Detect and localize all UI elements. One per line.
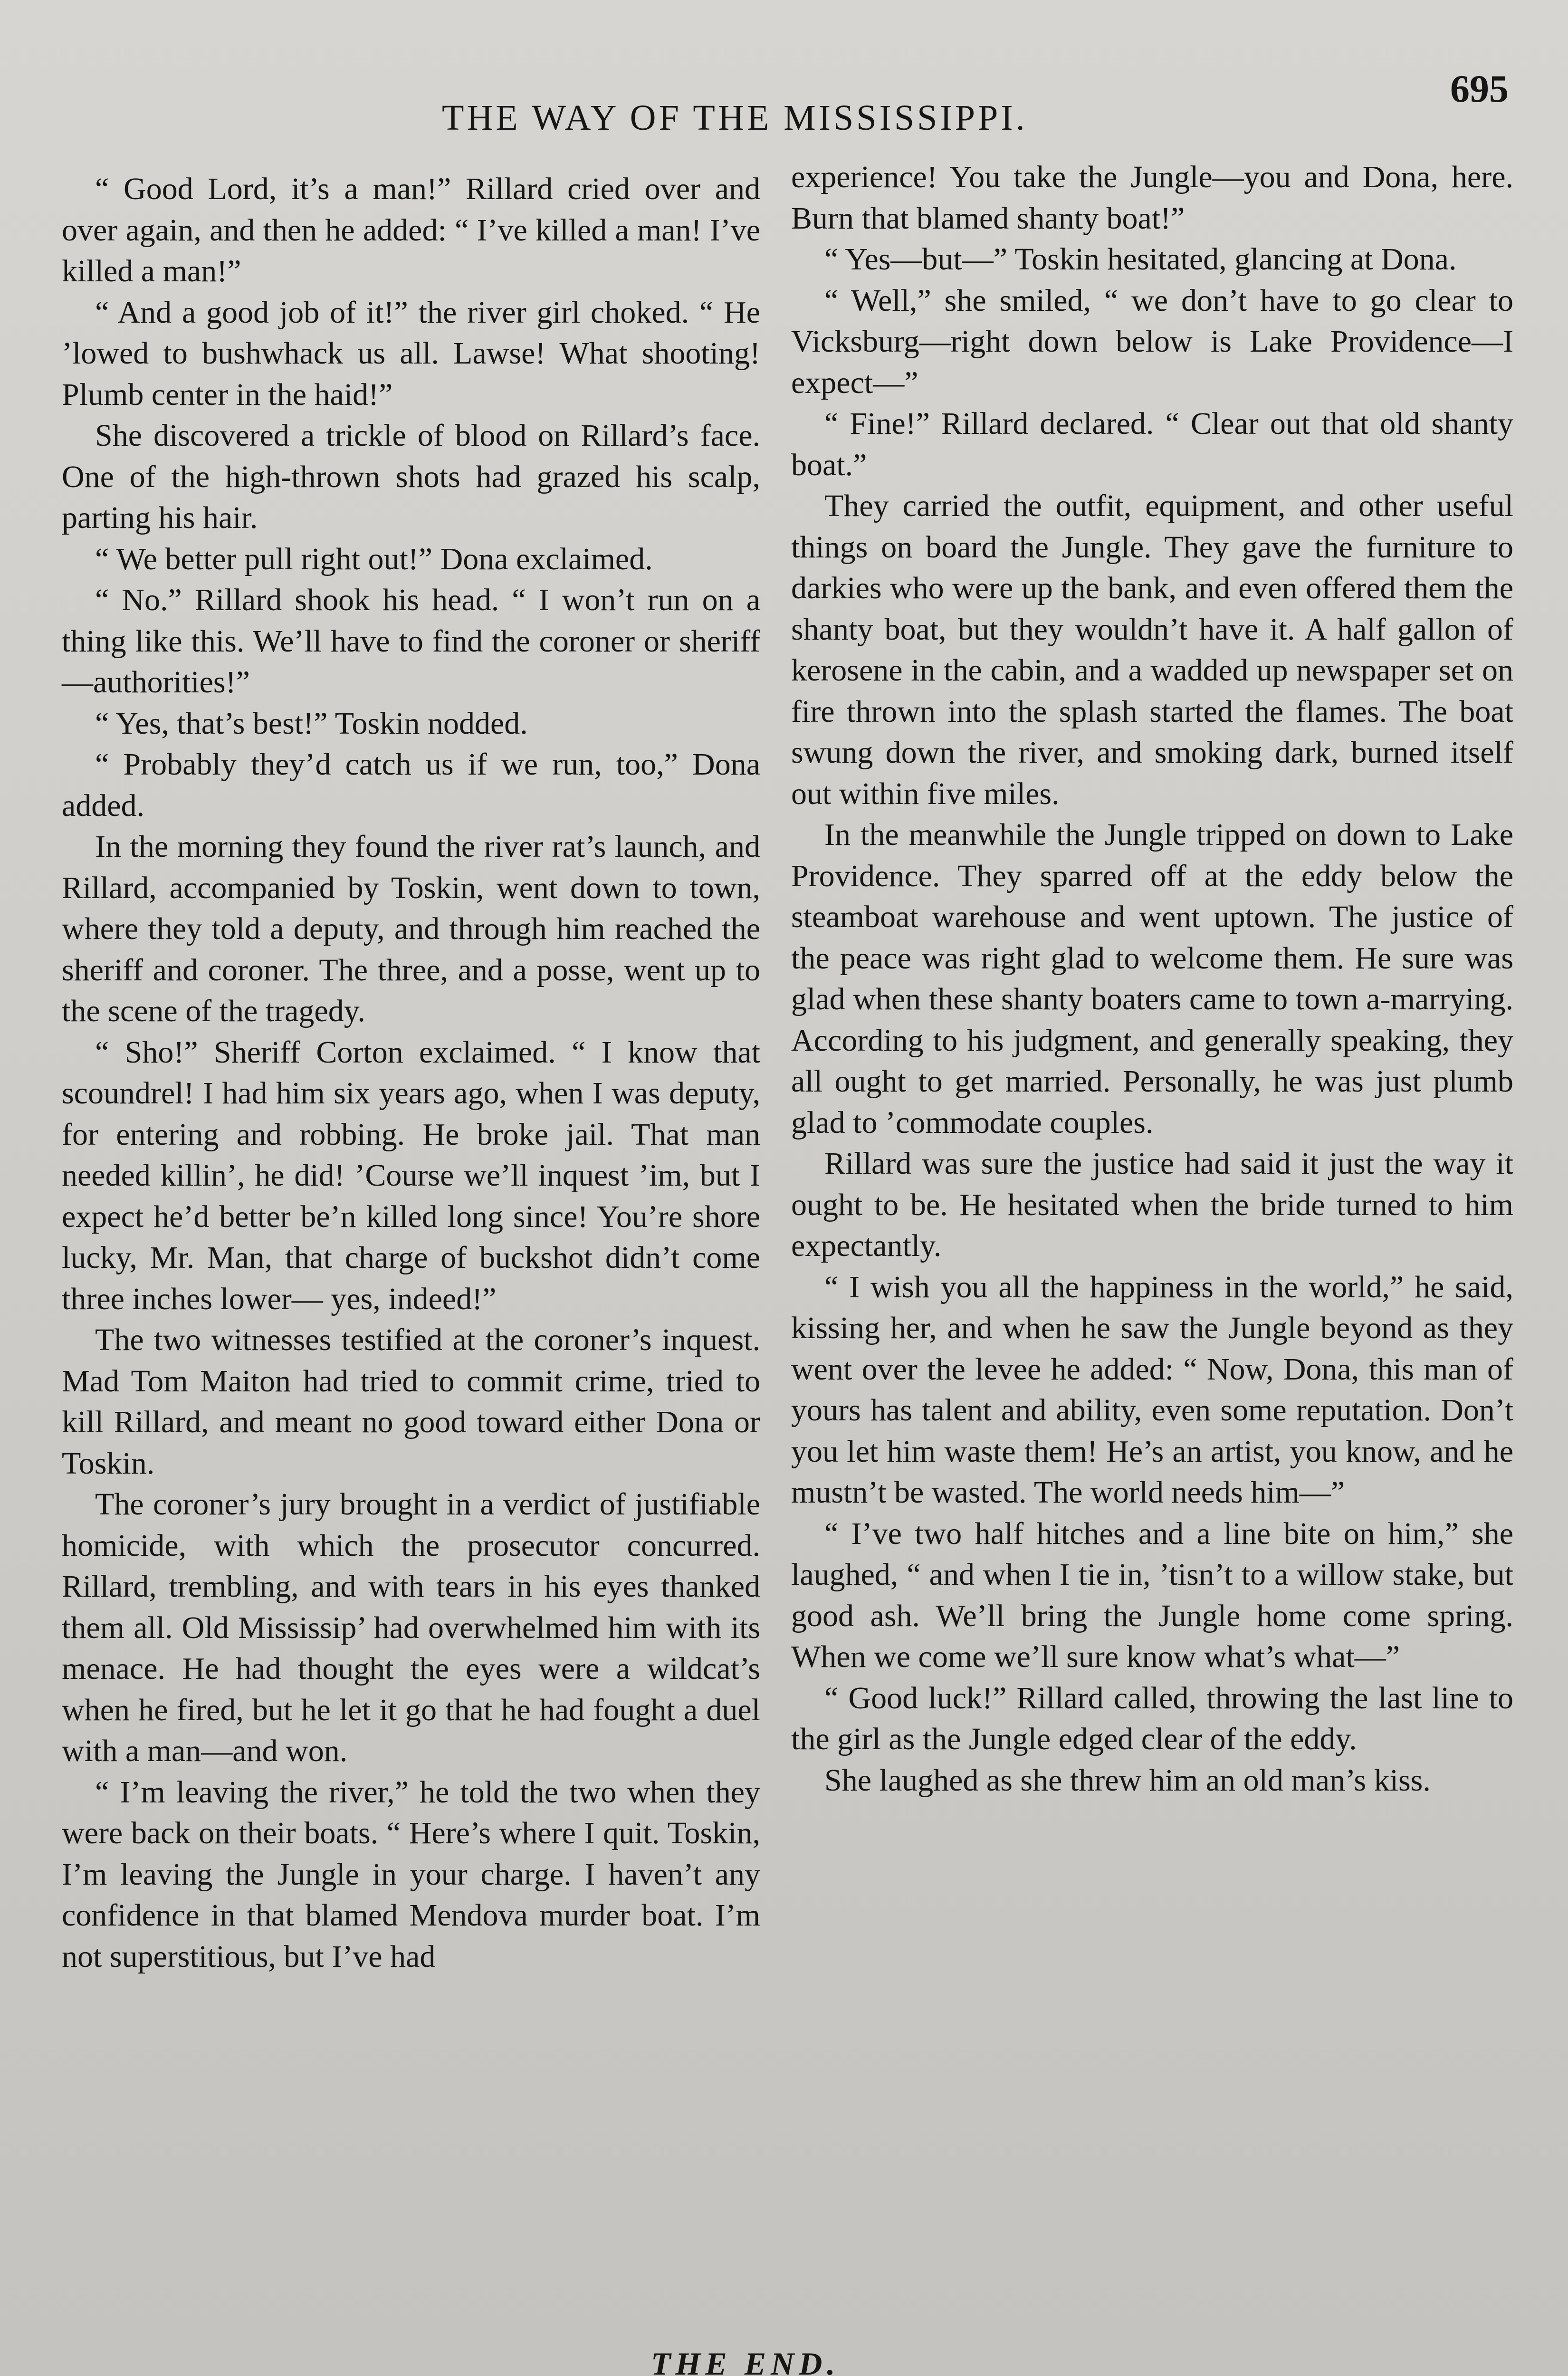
running-head: THE WAY OF THE MISSISSIPPI. <box>442 98 1028 138</box>
paragraph: In the morning they found the river rat’s launch, and Rillard, accompanied by Toskin, went down to town, where they told a deputy, and through him reached the sheriff and coroner. The three, and a posse, went up to the scene of the tragedy. <box>62 829 760 1028</box>
paragraph: “ Well,” she smiled, “ we don’t have to go clear to Vicksburg—right down below is Lake Providence—I expect—” <box>791 283 1513 400</box>
right-text-column <box>791 157 1513 1801</box>
page-number: 695 <box>1450 67 1509 110</box>
paragraph: “ Fine!” Rillard declared. “ Clear out that old shanty boat.” <box>791 406 1513 482</box>
paragraph: “ Good Lord, it’s a man!” Rillard cried over and over again, and then he added: “ I’ve killed a man! I’ve killed a man!” <box>62 172 760 288</box>
paragraph: She discovered a trickle of blood on Rillard’s face. One of the high-thrown shots had grazed his scalp, parting his hair. <box>62 418 760 535</box>
paragraph: “ We better pull right out!” Dona exclaimed. <box>95 541 653 576</box>
paragraph: “ I’m leaving the river,” he told the two when they were back on their boats. “ Here’s where I quit. Toskin, I’m leaving the Jungle in your charge. I haven’t any confidence in that blamed Mendova murder boat. I’m not superstitious, but I’ve had <box>62 1774 760 1974</box>
paragraph: experience! You take the Jungle—you and Dona, here. Burn that blamed shanty boat!” <box>791 160 1513 236</box>
paragraph: “ Sho!” Sheriff Corton exclaimed. “ I know that scoundrel! I had him six years ago, when I was deputy, for entering and robbing. He broke jail. That man needed killin’, he did! ’Course we’ll inquest ’im, but I expect he’d better be’n killed long since! You’re shore lucky, Mr. Man, that charge of buckshot didn’t come three inches lower— yes, indeed!” <box>62 1035 760 1316</box>
paragraph: They carried the outfit, equipment, and other useful things on board the Jungle. They gave the furniture to darkies who were up the bank, and even offered them the shanty boat, but they wouldn’t have it. A half gallon of kerosene in the cabin, and a wadded up newspaper set on fire thrown into the splash started the flames. The boat swung down the river, and smoking dark, burned itself out within five miles. <box>791 489 1513 811</box>
left-text-column <box>62 169 760 1977</box>
paragraph: “ Good luck!” Rillard called, throwing the last line to the girl as the Jungle edged clear of the eddy. <box>791 1680 1513 1756</box>
paragraph: “ No.” Rillard shook his head. “ I won’t run on a thing like this. We’ll have to find the coroner or sheriff—authorities!” <box>62 583 760 699</box>
paragraph: The two witnesses testified at the coroner’s inquest. Mad Tom Maiton had tried to commit crime, tried to kill Rillard, and meant no good toward either Dona or Toskin. <box>62 1322 760 1481</box>
paragraph: “ Probably they’d catch us if we run, too,” Dona added. <box>62 747 760 823</box>
paragraph: The coroner’s jury brought in a verdict of justifiable homicide, with which the prosecutor concurred. Rillard, trembling, and with tears in his eyes thanked them all. Old Mississip’ had overwhelmed him with its menace. He had thought the eyes were a wildcat’s when he fired, but he let it go that he had fought a duel with a man—and won. <box>62 1487 760 1768</box>
paragraph: “ Yes—but—” Toskin hesitated, glancing at Dona. <box>824 242 1457 277</box>
paragraph: “ I’ve two half hitches and a line bite on him,” she laughed, “ and when I tie in, ’tisn’t to a willow stake, but good ash. We’ll bring the Jungle home come spring. When we come we’ll sure know what’s what—” <box>791 1516 1513 1674</box>
paragraph: “ I wish you all the happiness in the world,” he said, kissing her, and when he saw the Jungle beyond as they went over the levee he added: “ Now, Dona, this man of yours has talent and ability, even some reputation. Don’t you let him waste them! He’s an artist, you know, and he mustn’t be wasted. The world needs him—” <box>791 1269 1513 1510</box>
paragraph: Rillard was sure the justice had said it just the way it ought to be. He hesitated when the bride turned to him expectantly. <box>791 1146 1513 1263</box>
paragraph: “ Yes, that’s best!” Toskin nodded. <box>95 706 528 741</box>
paragraph: She laughed as she threw him an old man’s kiss. <box>824 1763 1431 1798</box>
paragraph: In the meanwhile the Jungle tripped on down to Lake Providence. They sparred off at the eddy below the steamboat warehouse and went uptown. The justice of the peace was right glad to welcome them. He sure was glad when these shanty boaters came to town a-marrying. According to his judgment, and generally speaking, they all ought to get married. Personally, he was just plumb glad to ’commodate couples. <box>791 817 1513 1140</box>
the-end-label: THE END. <box>651 2346 840 2376</box>
paragraph: “ And a good job of it!” the river girl choked. “ He ’lowed to bushwhack us all. Lawse! What shooting! Plumb center in the haid!” <box>62 295 760 412</box>
